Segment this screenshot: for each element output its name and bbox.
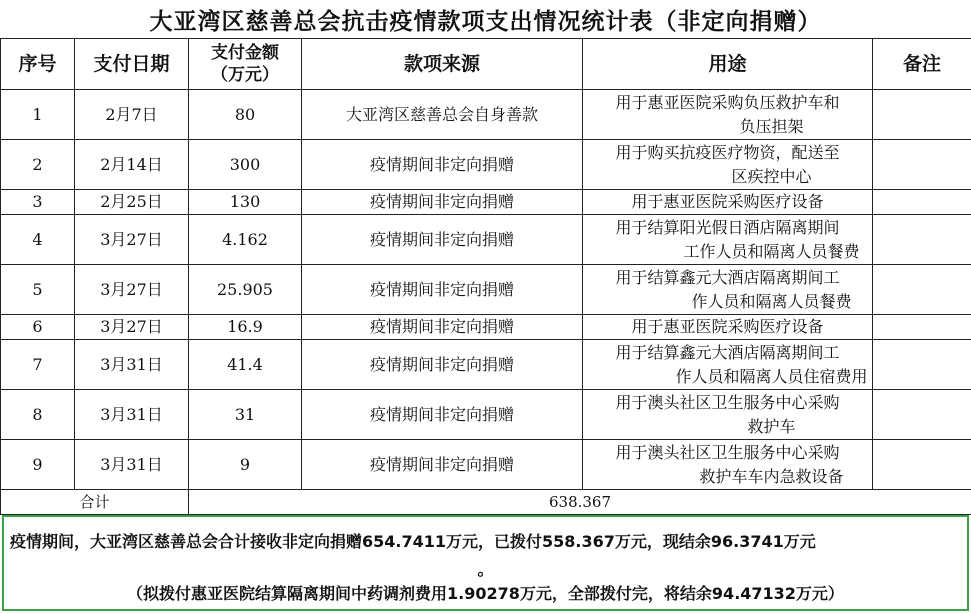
- cell-use: [583, 340, 873, 390]
- cell-remark: [873, 90, 971, 140]
- cell-use: [583, 265, 873, 315]
- cell-use: [583, 140, 873, 190]
- total-row: [1, 490, 971, 515]
- use-line: 用于结算鑫元大酒店隔离期间工: [615, 267, 840, 287]
- cell-index: 3: [1, 190, 75, 215]
- cell-amount: 41.4: [189, 340, 302, 390]
- cell-index: 8: [1, 390, 75, 440]
- cell-date: 2月7日: [75, 90, 189, 140]
- total-amount: 638.367: [189, 490, 971, 515]
- header-amount: [189, 39, 302, 90]
- cell-source: 疫情期间非定向捐赠: [302, 265, 583, 315]
- use-line: 作人员和隔离人员住宿费用: [675, 366, 868, 386]
- cell-use: [583, 315, 873, 340]
- cell-source: 疫情期间非定向捐赠: [302, 315, 583, 340]
- header-source: 款项来源: [302, 39, 583, 90]
- cell-remark: [873, 190, 971, 215]
- cell-index: 6: [1, 315, 75, 340]
- table-row: [1, 90, 971, 140]
- use-line: 负压担架: [739, 116, 804, 136]
- use-line: 作人员和隔离人员餐费: [691, 291, 852, 311]
- cell-date: 2月14日: [75, 140, 189, 190]
- cell-source: 疫情期间非定向捐赠: [302, 190, 583, 215]
- cell-date: 3月27日: [75, 215, 189, 265]
- cell-use: [583, 90, 873, 140]
- cell-index: 5: [1, 265, 75, 315]
- table-row: [1, 340, 971, 390]
- cell-date: 3月31日: [75, 340, 189, 390]
- cell-source: 疫情期间非定向捐赠: [302, 340, 583, 390]
- summary-line-3: （拟拨付惠亚医院结算隔离期间中药调剂费用1.90278万元，全部拨付完，将结余94.47132万元）: [127, 584, 844, 603]
- page-title: 大亚湾区慈善总会抗击疫情款项支出情况统计表（非定向捐赠）: [149, 7, 822, 35]
- cell-amount: 31: [189, 390, 302, 440]
- cell-date: 3月31日: [75, 440, 189, 490]
- table-row: [1, 315, 971, 340]
- cell-index: 7: [1, 340, 75, 390]
- cell-source: 大亚湾区慈善总会自身善款: [302, 90, 583, 140]
- header-date: 支付日期: [75, 39, 189, 90]
- cell-index: 2: [1, 140, 75, 190]
- table-row: [1, 265, 971, 315]
- total-label: 合计: [1, 490, 189, 515]
- cell-use: [583, 190, 873, 215]
- cell-date: 2月25日: [75, 190, 189, 215]
- use-line: 用于结算鑫元大酒店隔离期间工: [615, 342, 840, 362]
- cell-index: 1: [1, 90, 75, 140]
- use-line: 用于购买抗疫医疗物资，配送至: [615, 142, 840, 162]
- cell-amount: 300: [189, 140, 302, 190]
- cell-source: 疫情期间非定向捐赠: [302, 215, 583, 265]
- cell-remark: [873, 140, 971, 190]
- use-line: 用于澳头社区卫生服务中心采购: [615, 392, 840, 412]
- cell-amount: 130: [189, 190, 302, 215]
- summary-note: [2, 515, 969, 611]
- header-row: [1, 39, 971, 90]
- header-use: 用途: [583, 39, 873, 90]
- cell-use: [583, 215, 873, 265]
- cell-amount: 16.9: [189, 315, 302, 340]
- use-line: 区疾控中心: [731, 166, 812, 186]
- use-line: 工作人员和隔离人员餐费: [683, 241, 860, 261]
- use-line: 救护车: [747, 416, 796, 436]
- use-line: 用于惠亚医院采购医疗设备: [631, 192, 824, 211]
- cell-amount: 9: [189, 440, 302, 490]
- cell-source: 疫情期间非定向捐赠: [302, 140, 583, 190]
- cell-remark: [873, 390, 971, 440]
- cell-date: 3月31日: [75, 390, 189, 440]
- cell-remark: [873, 340, 971, 390]
- cell-remark: [873, 315, 971, 340]
- cell-source: 疫情期间非定向捐赠: [302, 390, 583, 440]
- cell-remark: [873, 265, 971, 315]
- cell-use: [583, 390, 873, 440]
- header-amount-line2: （万元）: [211, 65, 279, 85]
- cell-amount: 80: [189, 90, 302, 140]
- cell-date: 3月27日: [75, 265, 189, 315]
- use-line: 用于结算阳光假日酒店隔离期间: [615, 217, 840, 237]
- cell-amount: 4.162: [189, 215, 302, 265]
- table-row: [1, 390, 971, 440]
- table-row: [1, 140, 971, 190]
- cell-use: [583, 440, 873, 490]
- cell-source: 疫情期间非定向捐赠: [302, 440, 583, 490]
- summary-line-2: 。: [477, 560, 494, 579]
- table-row: [1, 215, 971, 265]
- header-index: 序号: [1, 39, 75, 90]
- cell-amount: 25.905: [189, 265, 302, 315]
- cell-remark: [873, 215, 971, 265]
- table-row: [1, 440, 971, 490]
- use-line: 用于澳头社区卫生服务中心采购: [615, 442, 840, 462]
- use-line: 用于惠亚医院采购医疗设备: [631, 317, 824, 336]
- header-remark: 备注: [873, 39, 971, 90]
- header-amount-line1: 支付金额: [211, 43, 279, 63]
- cell-date: 3月27日: [75, 315, 189, 340]
- expense-table: [0, 38, 971, 515]
- use-line: 用于惠亚医院采购负压救护车和: [615, 92, 840, 112]
- table-row: [1, 190, 971, 215]
- cell-remark: [873, 440, 971, 490]
- summary-line-1: 疫情期间，大亚湾区慈善总会合计接收非定向捐赠654.7411万元，已拨付558.367万元，现结余96.3741万元: [10, 532, 816, 551]
- cell-index: 4: [1, 215, 75, 265]
- cell-index: 9: [1, 440, 75, 490]
- use-line: 救护车车内急救设备: [699, 466, 844, 486]
